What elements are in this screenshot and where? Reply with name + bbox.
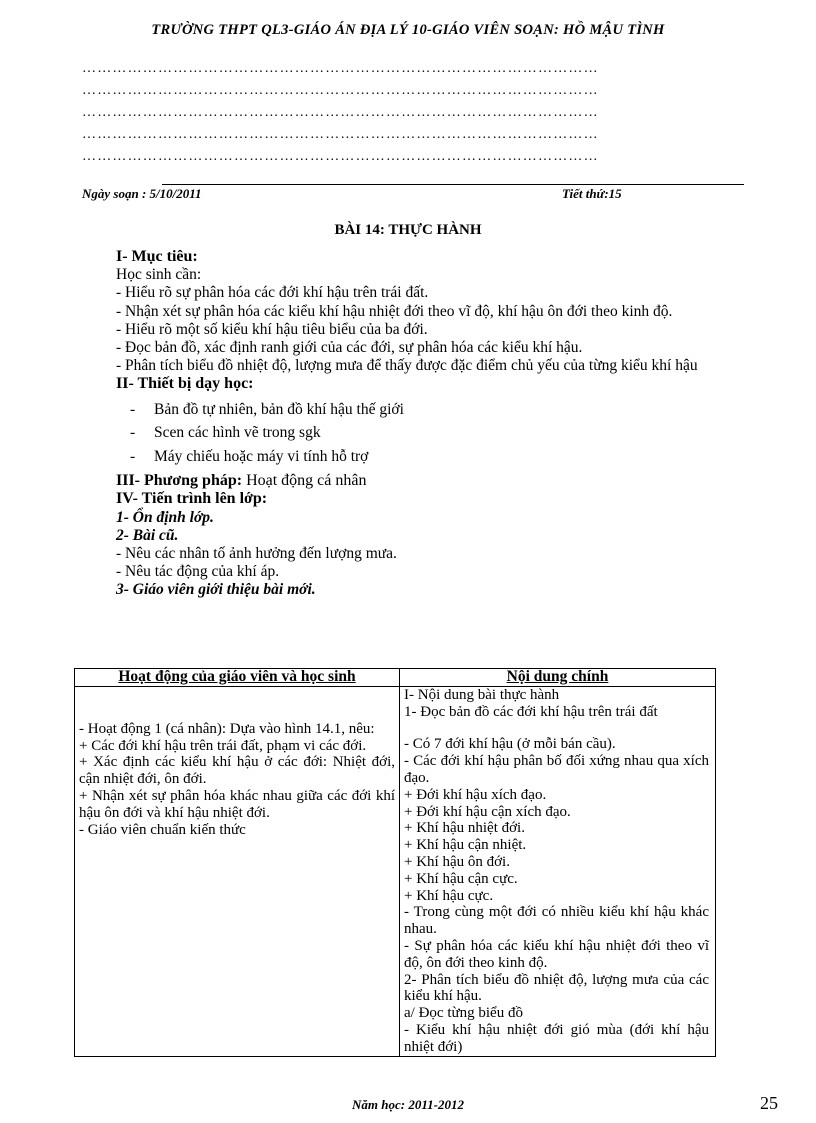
equipment-item: - Scen các hình vẽ trong sgk bbox=[130, 421, 788, 445]
lesson-period: Tiết thứ:15 bbox=[562, 186, 622, 201]
column-header-content: Nội dung chính bbox=[400, 669, 716, 687]
objective-item: - Hiểu rõ một số kiểu khí hậu tiêu biểu của ba đới. bbox=[116, 320, 428, 338]
section-procedure-heading: IV- Tiến trình lên lớp: bbox=[116, 490, 268, 508]
table-header-row bbox=[75, 669, 716, 687]
content-line: + Khí hậu cận cực. bbox=[404, 870, 518, 887]
content-line: + Khí hậu cận nhiệt. bbox=[404, 837, 527, 854]
content-line: - Kiểu khí hậu nhiệt đới gió mùa (đới khí hậu nhiệt đới) bbox=[404, 1021, 709, 1055]
content-line: + Đới khí hậu cận xích đạo. bbox=[404, 803, 571, 820]
content-line: + Khí hậu nhiệt đới. bbox=[404, 820, 525, 837]
activity-table bbox=[74, 668, 716, 1057]
content-line: + Khí hậu ôn đới. bbox=[404, 853, 510, 870]
activity-line: + Các đới khí hậu trên trái đất, phạm vi các đới. bbox=[79, 737, 367, 754]
procedure-step-2: 2- Bài cũ. bbox=[116, 526, 179, 544]
column-header-activities: Hoạt động của giáo viên và học sinh bbox=[75, 669, 400, 687]
horizontal-rule bbox=[162, 184, 744, 185]
procedure-step-1: 1- Ổn định lớp. bbox=[116, 508, 214, 526]
section-method-heading: III- Phương pháp: bbox=[116, 472, 243, 490]
lesson-date: Ngày soạn : 5/10/2011 bbox=[82, 186, 202, 201]
page-header: TRƯỜNG THPT QL3-GIÁO ÁN ĐỊA LÝ 10-GIÁO VIÊN SOẠN: HỒ MẬU TÌNH bbox=[151, 22, 665, 38]
content-line: a/ Đọc từng biểu đồ bbox=[404, 1005, 523, 1022]
review-question: - Nêu tác động của khí áp. bbox=[116, 563, 280, 581]
section-method bbox=[82, 472, 788, 490]
activities-cell bbox=[75, 686, 400, 1056]
content-subheading: 1- Đọc bản đồ các đới khí hậu trên trái đất bbox=[404, 703, 658, 720]
objective-item: - Nhận xét sự phân hóa các kiểu khí hậu nhiệt đới theo vĩ độ, khí hậu ôn đới theo kinh độ. bbox=[116, 302, 673, 320]
content-line: + Khí hậu cực. bbox=[404, 887, 494, 904]
objective-item: - Hiểu rõ sự phân hóa các đới khí hậu trên trái đất. bbox=[116, 284, 429, 302]
section-equipment-heading: II- Thiết bị dạy học: bbox=[116, 375, 254, 393]
dotted-line: ………………………………………………………………………………………… bbox=[82, 127, 599, 142]
page-number: 25 bbox=[760, 1093, 778, 1113]
equipment-list bbox=[82, 398, 788, 469]
activity-line: + Nhận xét sự phân hóa khác nhau giữa các đới khí hậu ôn đới và khí hậu nhiệt đới. bbox=[79, 787, 395, 821]
objective-item: - Đọc bản đồ, xác định ranh giới của các đới, sự phân hóa các kiểu khí hậu. bbox=[116, 339, 583, 357]
section-method-value: Hoạt động cá nhân bbox=[246, 472, 367, 490]
dotted-line: ………………………………………………………………………………………… bbox=[82, 83, 599, 98]
lesson-body bbox=[82, 248, 788, 600]
content-line: - Các đới khí hậu phân bố đối xứng nhau qua xích đạo. bbox=[404, 753, 709, 786]
dotted-line: ………………………………………………………………………………………… bbox=[82, 149, 599, 164]
content-line: 2- Phân tích biểu đồ nhiệt độ, lượng mưa của các kiểu khí hậu. bbox=[404, 971, 709, 1005]
footer-school-year: Năm học: 2011-2012 bbox=[352, 1097, 464, 1112]
activity-line: + Xác định các kiểu khí hậu ở các đới: Nhiệt đới, cận nhiệt đới, ôn đới. bbox=[79, 754, 395, 788]
date-line bbox=[82, 184, 744, 202]
procedure-step-3: 3- Giáo viên giới thiệu bài mới. bbox=[116, 581, 316, 599]
section-objectives-heading: I- Mục tiêu: bbox=[116, 248, 198, 265]
equipment-item: - Bản đồ tự nhiên, bản đồ khí hậu thế giới bbox=[130, 398, 788, 422]
activity-line: - Giáo viên chuẩn kiến thức bbox=[79, 821, 246, 838]
objective-item: - Phân tích biểu đồ nhiệt độ, lượng mưa để thấy được đặc điểm chủ yếu của từng kiểu khí hậu bbox=[116, 357, 698, 375]
content-line: - Trong cùng một đới có nhiều kiểu khí hậu khác nhau. bbox=[404, 904, 709, 938]
content-heading: I- Nội dung bài thực hành bbox=[404, 686, 560, 703]
activity-line: - Hoạt động 1 (cá nhân): Dựa vào hình 14.1, nêu: bbox=[79, 720, 375, 737]
review-question: - Nêu các nhân tố ảnh hưởng đến lượng mưa. bbox=[116, 544, 397, 562]
content-line: - Sự phân hóa các kiểu khí hậu nhiệt đới theo vĩ độ, ôn đới theo kinh độ. bbox=[404, 937, 709, 971]
objectives-intro: Học sinh cần: bbox=[116, 266, 202, 284]
content-cell bbox=[400, 686, 716, 1056]
content-line: + Đới khí hậu xích đạo. bbox=[404, 786, 547, 803]
dotted-line: ………………………………………………………………………………………… bbox=[82, 105, 599, 120]
spacer bbox=[404, 720, 709, 736]
content-line: - Có 7 đới khí hậu (ở mỗi bán cầu). bbox=[404, 736, 616, 753]
table-row bbox=[75, 686, 716, 1056]
lesson-title: BÀI 14: THỰC HÀNH bbox=[334, 222, 482, 238]
equipment-item: - Máy chiếu hoặc máy vi tính hỗ trợ bbox=[130, 445, 788, 469]
dotted-line: ………………………………………………………………………………………… bbox=[82, 61, 599, 76]
